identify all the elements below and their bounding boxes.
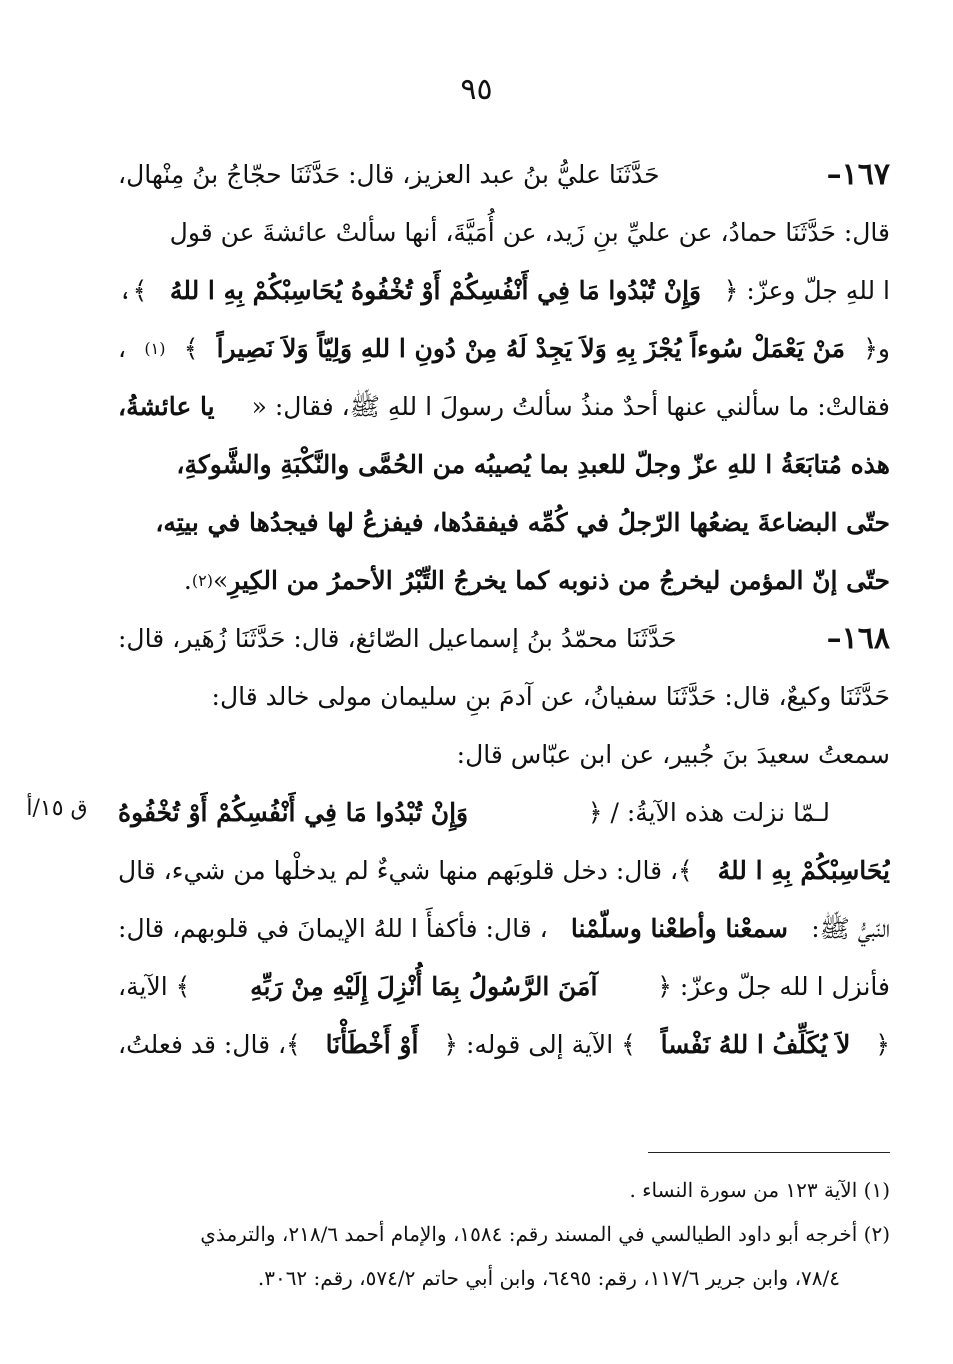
text-segment: سمعتُ سعيدَ بنَ جُبير، عن ابن عبّاس قال: <box>456 739 890 769</box>
text-segment: فقالتْ: ما سألني عنها أحدٌ منذُ سألتُ رسولَ ا للهِ ﷺ، فقال: « <box>251 391 890 421</box>
bold-text: أَوْ أَخْطَأْنَا <box>325 1029 419 1059</box>
text-line <box>118 900 890 958</box>
text-line <box>118 262 890 320</box>
text-segment: و﴿ <box>863 333 890 363</box>
text-line <box>118 610 890 668</box>
text-segment: فأنزل ا لله جلّ وعزّ: ﴿ <box>657 971 890 1001</box>
bold-text: سمعْنا وأطعْنا وسلّمْنا <box>570 913 788 943</box>
text-line <box>118 784 890 842</box>
text-line <box>118 726 890 784</box>
text-segment: ﴾ الآية إلى قوله: ﴿ <box>443 1029 636 1059</box>
text-segment: ﴾ الآية، <box>118 971 191 1001</box>
footnote-line: ٧٨/٤، وابن جرير ١١٧/٦، رقم: ٦٤٩٥، وابن أبي حاتم ٥٧٤/٢، رقم: ٣٠٦٢. <box>257 1265 840 1290</box>
bold-text: وَإِنْ تُبْدُوا مَا فِي أَنْفُسِكُمْ أَوْ تُخْفُوهُ <box>118 797 469 827</box>
text-segment: قال: حَدَّثَنَا حمادُ، عن عليِّ بنِ زَيد، عن أُمَيَّةَ، أنها سألتْ عائشةَ عن قول <box>169 217 890 247</box>
page-number: ٩٥ <box>460 72 493 107</box>
text-segment: حَدَّثَنَا عليُّ بنُ عبد العزيز، قال: حَدَّثَنَا حجّاجُ بنُ مِنْهال، <box>118 159 660 189</box>
text-segment: ﴾ <box>183 333 199 363</box>
bold-text: يا عائشةُ، <box>118 391 215 421</box>
text-line <box>118 494 890 552</box>
text-segment: » <box>212 565 229 595</box>
bold-text: مَنْ يَعْمَلْ سُوءاً يُجْزَ بِهِ وَلاَ يَجِدْ لَهُ مِنْ دُونِ ا للهِ وَلِيّاً وَلاَ نَصِيراً <box>216 333 846 363</box>
text-segment: النّبيُّ ﷺ: <box>811 913 890 943</box>
text-line <box>118 1016 890 1074</box>
footnote-ref: (٢) <box>191 570 213 590</box>
bold-text: حتّى إنّ المؤمن ليخرجُ من ذنوبه كما يخرجُ التِّبْرُ الأحمرُ من الكِيرِ <box>228 565 890 595</box>
manuscript-folio-note: ق ١٥/أ <box>26 796 88 821</box>
footnote-line: (٢) أخرجه أبو داود الطيالسي في المسند رقم: ١٥٨٤، والإمام أحمد ٢١٨/٦، والترمذي <box>200 1221 890 1246</box>
text-segment: ﴿ <box>875 1029 890 1059</box>
hadith-text <box>118 146 890 1074</box>
text-segment: حَدَّثَنَا محمّدُ بنُ إسماعيل الصّائغ، قال: حَدَّثَنَا زُهَير، قال: <box>118 623 677 653</box>
hadith-number: ١٦٧– <box>826 156 890 192</box>
text-line <box>118 552 890 610</box>
text-line <box>118 146 890 204</box>
text-line <box>118 842 890 900</box>
text-segment: ﴾، قال: قد فعلتُ، <box>118 1029 301 1059</box>
text-line <box>118 668 890 726</box>
text-segment: ، <box>118 333 127 363</box>
footnote-separator <box>648 1152 890 1153</box>
text-line <box>118 378 890 436</box>
bold-text: وَإِنْ تُبْدُوا مَا فِي أَنْفُسِكُمْ أَوْ تُخْفُوهُ يُحَاسِبْكُمْ بِهِ ا للهُ <box>169 275 702 305</box>
bold-text: يُحَاسِبْكُمْ بِهِ ا للهُ <box>717 855 890 885</box>
footnotes <box>118 1168 890 1300</box>
text-line <box>118 436 890 494</box>
text-segment: ﴾، قال: دخل قلوبَهم منها شيءٌ لم يدخلْها من شيء، قال <box>118 855 693 885</box>
text-segment: لـمّا نزلت هذه الآيةُ: / ﴿ <box>587 797 830 827</box>
text-line <box>118 958 890 1016</box>
text-segment: ، قال: فأكفأَ ا للهُ الإيمانَ في قلوبهم، قال: <box>118 913 548 943</box>
text-segment: ﴾، <box>118 275 148 305</box>
bold-text: آمَنَ الرَّسُولُ بِمَا أُنْزِلَ إِلَيْهِ مِنْ رَبِّهِ <box>250 971 598 1001</box>
text-segment: حَدَّثَنَا وكيعٌ، قال: حَدَّثَنَا سفيانُ، عن آدمَ بنِ سليمان مولى خالد قال: <box>211 681 890 711</box>
text-line <box>118 320 890 378</box>
footnote-line: (١) الآية ١٢٣ من سورة النساء . <box>629 1177 890 1202</box>
footnote-ref: (١) <box>144 338 166 358</box>
text-line <box>118 204 890 262</box>
bold-text: هذه مُتابَعَةُ ا للهِ عزّ وجلّ للعبدِ بما يُصيبُه من الحُمَّى والنَّكْبَةِ والشَّوكةِ، <box>176 449 890 479</box>
bold-text: لاَ يُكَلِّفُ ا للهُ نَفْساً <box>660 1029 851 1059</box>
text-segment: . <box>183 565 192 595</box>
bold-text: حتّى البضاعةَ يضعُها الرّجلُ في كُمِّه فيفقدُها، فيفزعُ لها فيجدُها في بيتِه، <box>155 507 890 537</box>
hadith-number: ١٦٨– <box>826 620 890 656</box>
text-segment: ا للهِ جلّ وعزّ: ﴿ <box>723 275 890 305</box>
